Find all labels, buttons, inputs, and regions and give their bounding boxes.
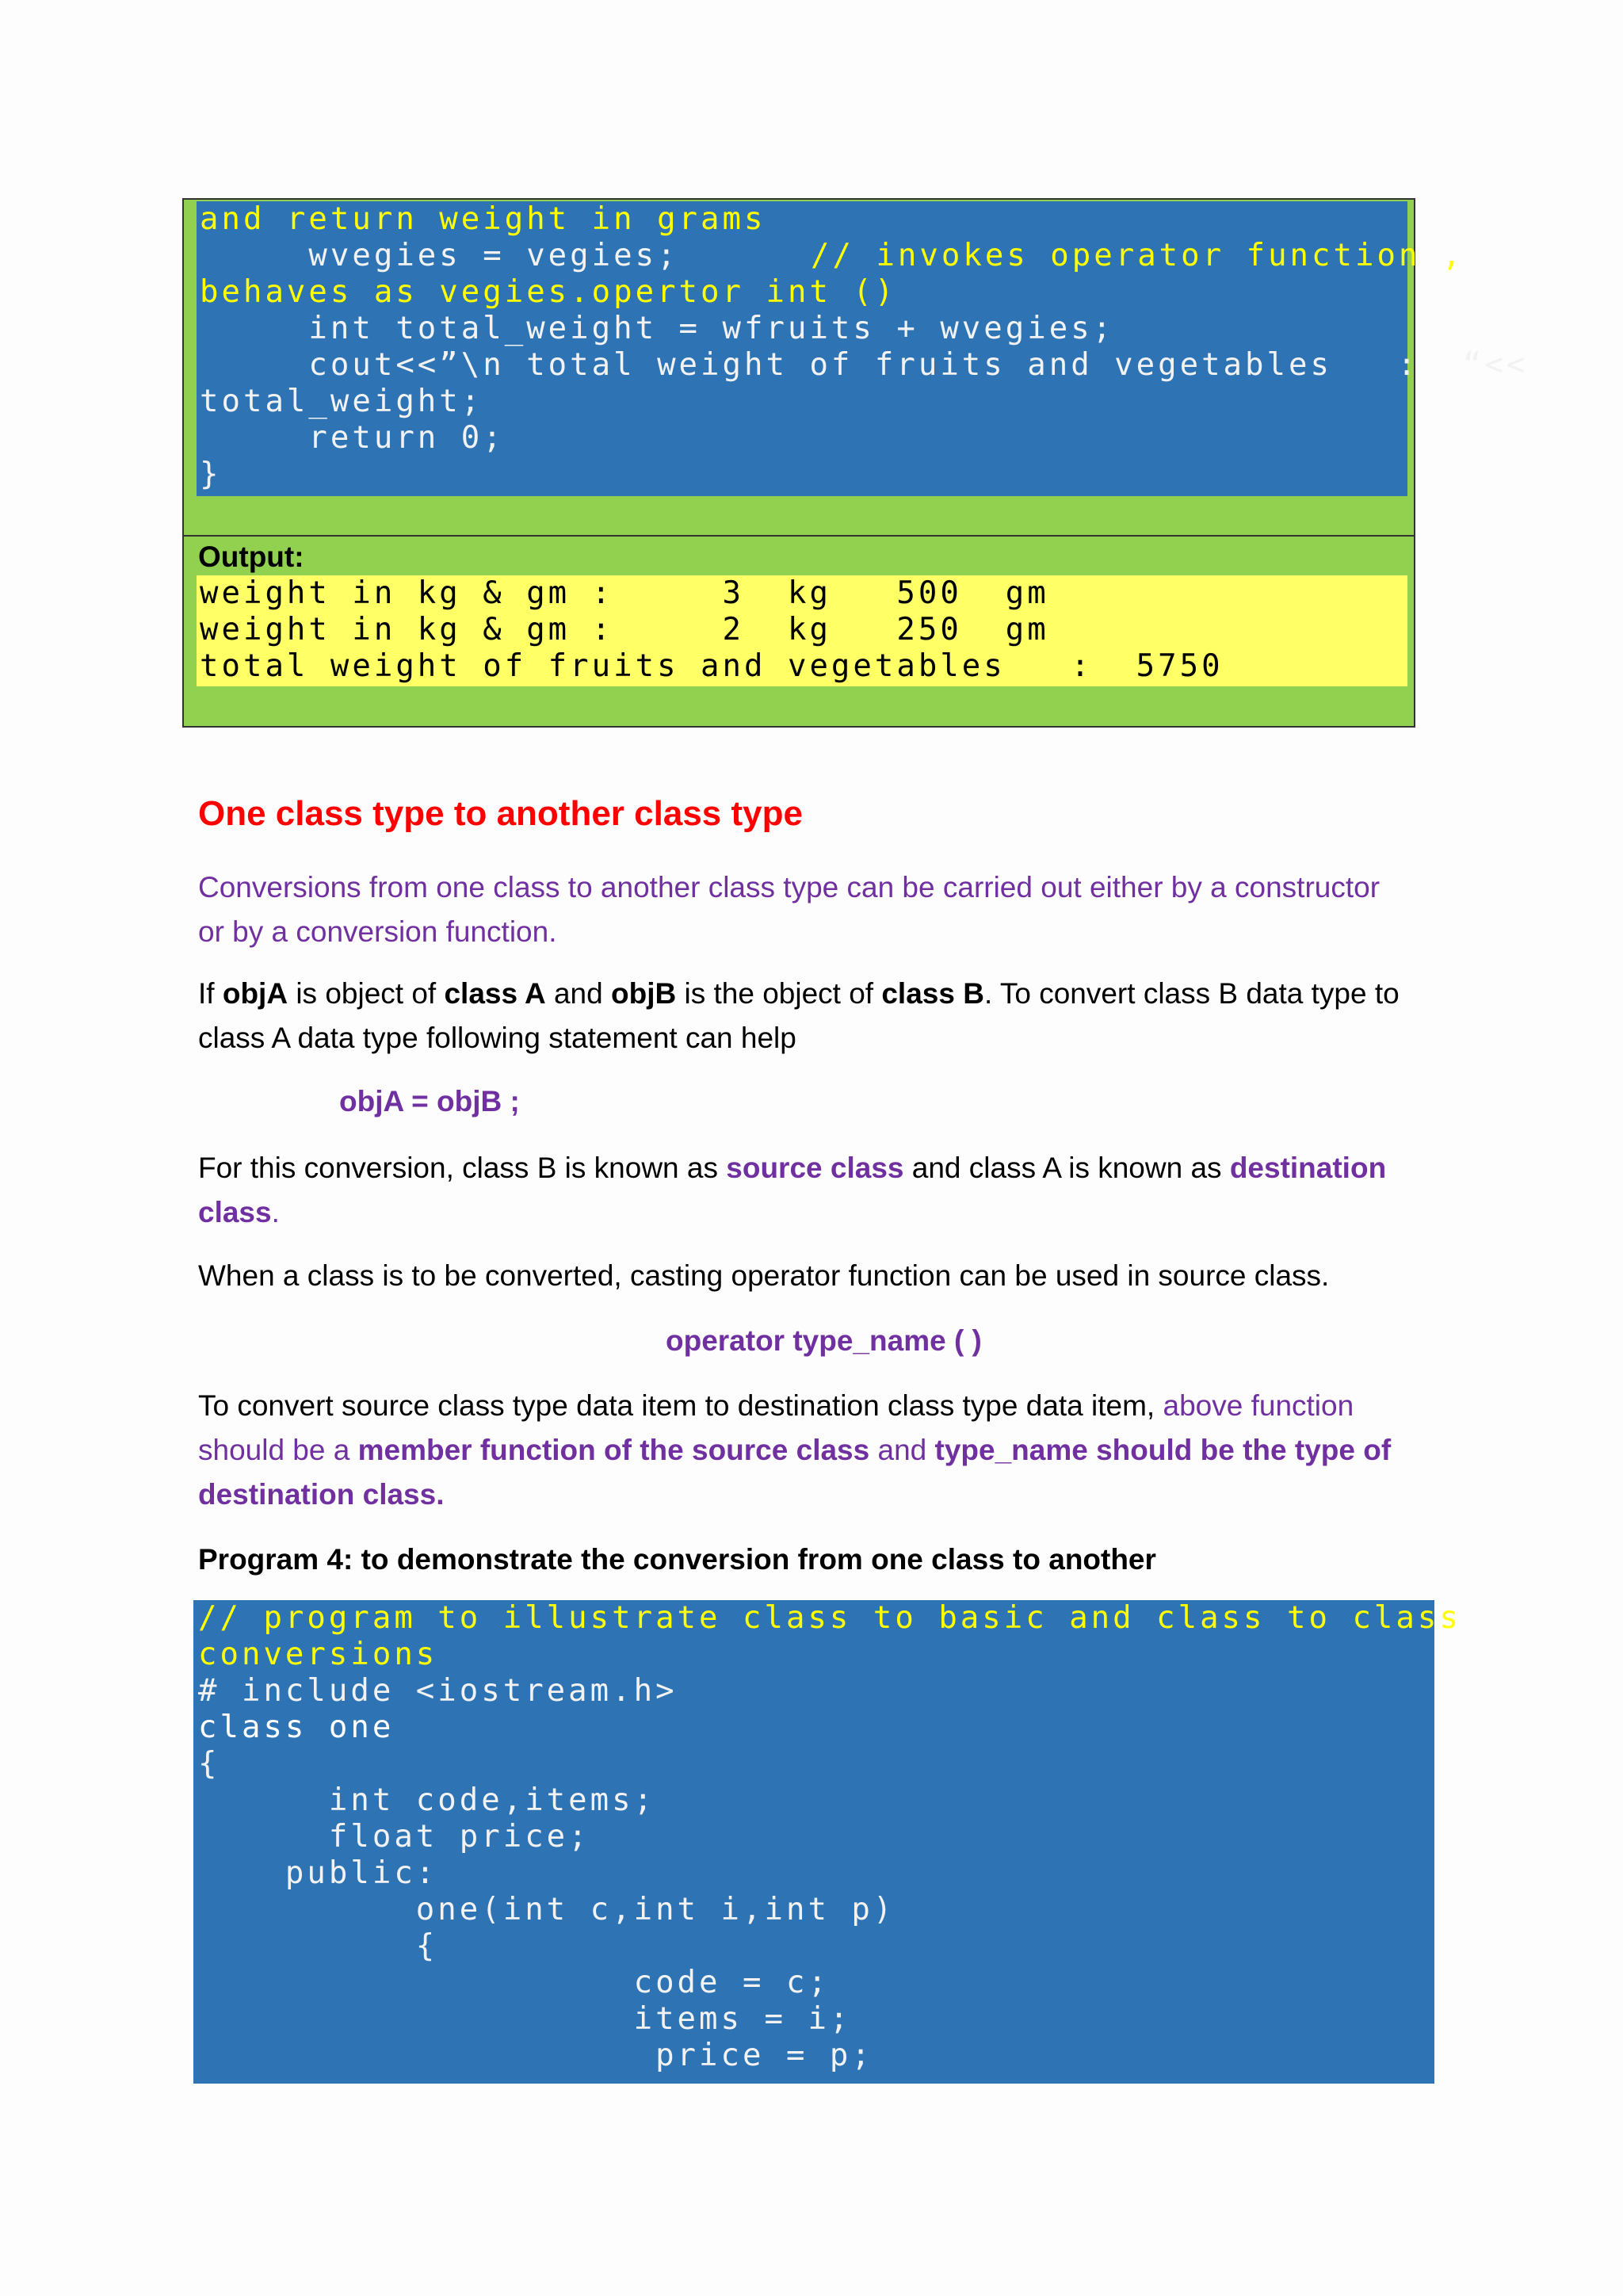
output-block [197, 575, 1407, 686]
text: should be a [198, 1434, 358, 1466]
output-label: Output: [198, 541, 304, 573]
text-highlight: member function of the source class [357, 1434, 870, 1466]
paragraph-line [198, 1384, 1354, 1428]
text: and [545, 977, 611, 1010]
output-line: weight in kg & gm : 3 kg 500 gm [200, 575, 1049, 611]
text: and class A is known as [903, 1152, 1230, 1184]
text: If [198, 977, 223, 1010]
text-highlight: type_name should be the type of [934, 1434, 1392, 1466]
paragraph-line: When a class is to be converted, casting operator function can be used in source class. [198, 1259, 1330, 1292]
code-line: int total_weight = wfruits + wvegies; [200, 311, 1115, 346]
code-line: total_weight; [200, 384, 483, 419]
code-line: int code,items; [198, 1782, 656, 1818]
output-line: weight in kg & gm : 2 kg 250 gm [200, 612, 1049, 648]
paragraph-line [198, 1428, 1391, 1473]
divider [184, 535, 1414, 537]
text-highlight: destination [1229, 1152, 1387, 1184]
code-line: { [198, 1928, 438, 1964]
code-line [200, 238, 679, 274]
section-heading: One class type to another class type [198, 794, 803, 833]
code-line: // program to illustrate class to basic and class to class [198, 1600, 1461, 1636]
code-output-box [182, 198, 1529, 728]
paragraph-line [198, 1146, 1386, 1190]
code-line: items = i; [198, 2001, 852, 2037]
text-highlight: class [198, 1196, 272, 1228]
code-line: class one [198, 1710, 395, 1745]
code-line: one(int c,int i,int p) [198, 1892, 896, 1927]
code-line: conversions [198, 1637, 438, 1672]
paragraph-line [198, 1190, 280, 1235]
text-bold: objB [611, 977, 677, 1010]
text-bold: class A [444, 977, 546, 1010]
code-line: behaves as vegies.opertor int () [200, 274, 897, 310]
text: . [271, 1196, 280, 1228]
code-line: code = c; [198, 1965, 830, 2000]
code-block [193, 1600, 1461, 2084]
paragraph-line: destination class. [198, 1478, 445, 1511]
code-line: price = p; [198, 2038, 873, 2073]
text-bold: objA [222, 977, 288, 1010]
text-highlight: above function [1163, 1389, 1354, 1422]
text: is object of [288, 977, 445, 1010]
output-line: total weight of fruits and vegetables : 5750 [200, 648, 1224, 684]
code-line: and return weight in grams [200, 201, 766, 237]
code-comment: // invokes operator function , [811, 238, 1465, 273]
intro-paragraph-line: or by a conversion function. [198, 915, 557, 948]
text: For this conversion, class B is known as [198, 1152, 727, 1184]
code-line: return 0; [200, 420, 505, 456]
text-bold: class B [881, 977, 984, 1010]
code-line: } [200, 457, 222, 492]
code-line: { [198, 1746, 220, 1782]
code-block [197, 201, 1529, 496]
intro-paragraph-line: Conversions from one class to another class type can be carried out either by a constructor [198, 871, 1381, 904]
operator-signature: operator type_name ( ) [666, 1324, 982, 1357]
paragraph-line: class A data type following statement can help [198, 1022, 796, 1054]
code-line: # include <iostream.h> [198, 1673, 678, 1709]
statement: objA = objB ; [339, 1085, 520, 1117]
text: To convert source class type data item to destination class type data item, [198, 1389, 1163, 1422]
program-title: Program 4: to demonstrate the conversion from one class to another [198, 1543, 1156, 1576]
text-highlight: source class [726, 1152, 904, 1184]
code-line: public: [198, 1855, 438, 1891]
text: . To convert class B data type to [983, 977, 1400, 1010]
text: and [869, 1434, 935, 1466]
code-line: cout<<”\n total weight of fruits and vegetables : “<< [200, 347, 1529, 383]
code-text: wvegies = vegies; [200, 238, 679, 273]
paragraph-line [198, 972, 1400, 1016]
text: is the object of [676, 977, 882, 1010]
code-line: float price; [198, 1819, 590, 1855]
